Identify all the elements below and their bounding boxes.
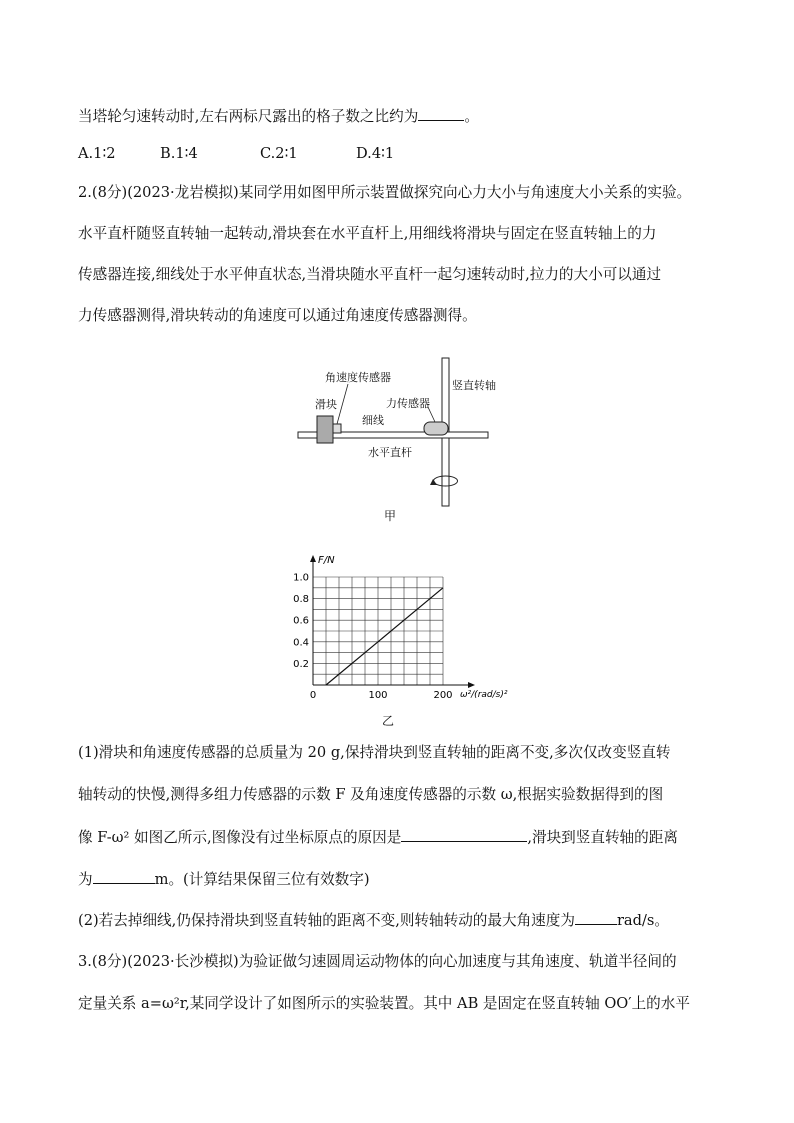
option-a[interactable]: A.1∶2 [78, 145, 116, 162]
q2-part2-line [78, 910, 669, 931]
angular-velocity-sensor [333, 424, 341, 433]
label-thread: 细线 [362, 414, 384, 427]
q1-tail-period: 。 [464, 108, 479, 125]
label-angular-sensor: 角速度传感器 [325, 371, 391, 384]
q2-line-3: 传感器连接,细线处于水平伸直状态,当滑块随水平直杆一起匀速转动时,拉力的大小可以通过 [78, 266, 662, 283]
q2-line-2: 水平直杆随竖直转轴一起转动,滑块套在水平直杆上,用细线将滑块与固定在竖直转轴上的力 [78, 225, 657, 242]
chart-x-label: ω²/(rad/s)² [460, 690, 508, 700]
q1-tail-text: 当塔轮匀速转动时,左右两标尺露出的格子数之比约为 [78, 108, 419, 125]
chart-grid [313, 577, 443, 685]
q2-part1-line-2: 轴转动的快慢,测得多组力传感器的示数 F 及角速度传感器的示数 ω,根据实验数据得到的图 [78, 786, 664, 803]
caption-jia: 甲 [384, 509, 397, 523]
leader-angular-sensor [337, 384, 348, 424]
label-horizontal-rod: 水平直杆 [368, 446, 412, 459]
q2-part1-line-4 [78, 869, 370, 890]
q2-part2-after: rad/s。 [616, 912, 669, 929]
q2-line-4: 力传感器测得,滑块转动的角速度可以通过角速度传感器测得。 [78, 307, 477, 324]
option-d[interactable]: D.4∶1 [356, 145, 395, 162]
y-tick-label-0-4: 0.4 [293, 637, 309, 649]
q1-options [78, 144, 394, 164]
q2-part1-line-4-before: 为 [78, 871, 93, 888]
series-line-f-omega [326, 588, 443, 685]
distance-answer-blank[interactable] [93, 869, 155, 884]
q3-line-1: 3.(8分)(2023·长沙模拟)为验证做匀速圆周运动物体的向心加速度与其角速度、轨道半径间的 [78, 953, 677, 970]
chart-y-label: F/N [318, 555, 335, 566]
q2-line-1: 2.(8分)(2023·龙岩模拟)某同学用如图甲所示装置做探究向心力大小与角速度大小关系的实验。 [78, 184, 692, 201]
q2-part1-line-3-before: 像 F-ω² 如图乙所示,图像没有过坐标原点的原因是 [78, 829, 402, 846]
y-axis-arrow-icon [310, 555, 316, 562]
q2-part1-line-4-after: m。(计算结果保留三位有效数字) [154, 871, 370, 888]
force-sensor [424, 422, 448, 435]
x-tick-label-200: 200 [433, 690, 453, 701]
q2-part2-before: (2)若去掉细线,仍保持滑块到竖直转轴的距离不变,则转轴转动的最大角速度为 [78, 912, 575, 929]
chart-origin-label: 0 [309, 690, 317, 701]
label-slider: 滑块 [315, 398, 337, 411]
label-force-sensor: 力传感器 [386, 397, 430, 410]
caption-yi: 乙 [382, 714, 395, 728]
y-tick-label-1-0: 1.0 [293, 572, 309, 584]
q1-tail-line [78, 106, 479, 127]
rotation-arrowhead-icon [430, 479, 437, 485]
label-vertical-axis: 竖直转轴 [452, 379, 496, 392]
y-tick-label-0-2: 0.2 [293, 658, 309, 670]
y-tick-label-0-8: 0.8 [293, 594, 309, 606]
q1-answer-blank[interactable] [418, 106, 464, 121]
q2-part1-line-1: (1)滑块和角速度传感器的总质量为 20 g,保持滑块到竖直转轴的距离不变,多次仅改变竖直转 [78, 744, 671, 761]
q2-part1-line-3-after: ,滑块到竖直转轴的距离 [527, 829, 678, 846]
x-axis-arrow-icon [468, 682, 475, 688]
option-c[interactable]: C.2∶1 [260, 145, 298, 162]
q3-line-2: 定量关系 a=ω²r,某同学设计了如图所示的实验装置。其中 AB 是固定在竖直转轴 OO′上的水平 [78, 995, 690, 1012]
option-b[interactable]: B.1∶4 [160, 145, 198, 162]
slider-block [317, 416, 333, 443]
reason-answer-blank[interactable] [401, 827, 527, 842]
x-tick-label-100: 100 [368, 690, 388, 701]
q2-part1-line-3 [78, 827, 678, 848]
max-omega-answer-blank[interactable] [575, 910, 617, 925]
force-omega-chart [280, 550, 525, 712]
y-tick-label-0-6: 0.6 [293, 615, 309, 627]
